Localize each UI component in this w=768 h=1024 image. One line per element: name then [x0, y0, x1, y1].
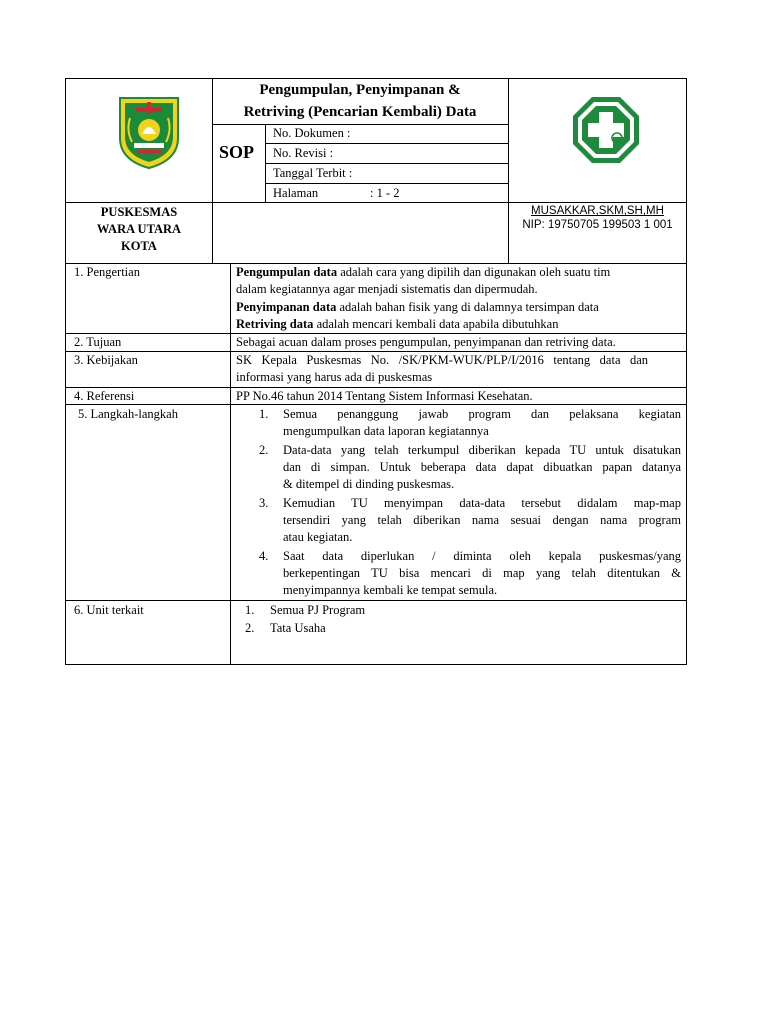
meta-line-2 [265, 163, 508, 164]
border-right [686, 78, 687, 665]
langkah-3-number: 3. [259, 496, 269, 510]
section-label-pengertian: 1. Pengertian [74, 265, 140, 279]
header-divider-right [508, 78, 509, 264]
langkah-2-number: 2. [259, 443, 269, 457]
regional-emblem-icon [116, 94, 182, 170]
langkah-2-line-1: Data-data yang telah terkumpul diberikan kepada TU untuk disatukan [283, 443, 681, 457]
term-retriving-data: Retriving data [236, 317, 314, 331]
halaman-label: Halaman [273, 186, 319, 200]
org-name-line-3: KOTA [121, 239, 157, 253]
pengertian-line-4 [236, 316, 558, 333]
langkah-1-line-1: Semua penanggung jawab program dan pelaksana kegiatan [283, 407, 681, 421]
border-left [65, 78, 66, 665]
referensi-text: PP No.46 tahun 2014 Tentang Sistem Informasi Kesehatan. [236, 389, 533, 403]
org-name-line-2: WARA UTARA [96, 222, 182, 236]
border-bottom [65, 664, 687, 665]
langkah-4-line-3: menyimpannya kembali ke tempat semula. [283, 583, 498, 597]
unit-2-number: 2. [245, 621, 255, 635]
document-title-line-1: Pengumpulan, Penyimpanan & [259, 82, 461, 98]
row-line-5 [65, 600, 687, 601]
sop-label: SOP [219, 142, 255, 162]
pengertian-line-1 [236, 264, 610, 281]
meta-line-1 [265, 143, 508, 144]
section-label-kebijakan: 3. Kebijakan [74, 353, 138, 367]
org-name-line-1: PUSKESMAS [100, 205, 178, 219]
no-revisi-label: No. Revisi : [273, 146, 334, 160]
signatory-nip: NIP: 19750705 199503 1 001 [522, 219, 673, 231]
kebijakan-line-2: informasi yang harus ada di puskesmas [236, 370, 433, 384]
meta-line-3 [265, 183, 508, 184]
pengertian-line-3 [236, 299, 599, 316]
langkah-3-line-1: Kemudian TU menyimpan data-data tersebut didalam map-map [283, 496, 681, 510]
definition-pengumpulan-a: adalah cara yang dipilih dan digunakan oleh suatu tim [337, 265, 611, 279]
header-bottom-line [65, 202, 687, 203]
no-dokumen-label: No. Dokumen : [273, 126, 351, 140]
langkah-4-line-1: Saat data diperlukan / diminta oleh kepala puskesmas/yang [283, 549, 681, 563]
signatory-name: MUSAKKAR,SKM,SH,MH [531, 205, 664, 217]
langkah-2-line-3: & ditempel di dinding puskesmas. [283, 477, 455, 491]
tanggal-terbit-label: Tanggal Terbit : [273, 166, 353, 180]
section-label-referensi: 4. Referensi [74, 389, 135, 403]
tujuan-text: Sebagai acuan dalam proses pengumpulan, penyimpanan dan retriving data. [236, 335, 616, 349]
pengertian-line-2: dalam kegiatannya agar menjadi sistematis dan dipermudah. [236, 282, 538, 296]
body-column-divider [230, 263, 231, 665]
langkah-3-line-2: tersendiri yang telah diberikan nama sesuai dengan nama program [283, 513, 681, 527]
langkah-4-line-2: berkepentingan TU bisa mencari di map yang telah ditentukan & [283, 566, 681, 580]
term-pengumpulan-data: Pengumpulan data [236, 265, 338, 279]
langkah-3-line-3: atau kegiatan. [283, 530, 353, 544]
langkah-1-line-2: mengumpulkan data laporan kegiatannya [283, 424, 489, 438]
unit-1-number: 1. [245, 603, 255, 617]
definition-penyimpanan: adalah bahan fisik yang di dalamnya tersimpan data [336, 300, 599, 314]
definition-retriving: adalah mencari kembali data apabila dibutuhkan [313, 317, 559, 331]
document-title-line-2: Retriving (Pencarian Kembali) Data [243, 104, 477, 120]
langkah-4-number: 4. [259, 549, 269, 563]
kebijakan-line-1: SK Kepala Puskesmas No. /SK/PKM-WUK/PLP/I/2016 tentang data dan [236, 353, 649, 367]
term-penyimpanan-data: Penyimpanan data [236, 300, 337, 314]
langkah-1-number: 1. [259, 407, 269, 421]
section-label-tujuan: 2. Tujuan [74, 335, 122, 349]
section-label-langkah: 5. Langkah-langkah [78, 407, 178, 421]
section-label-unit-terkait: 6. Unit terkait [74, 603, 144, 617]
unit-2-text: Tata Usaha [270, 621, 326, 635]
health-cross-logo-icon [571, 95, 641, 165]
unit-1-text: Semua PJ Program [270, 603, 366, 617]
langkah-2-line-2: dan di simpan. Untuk beberapa data dapat dibuatkan papan datanya [283, 460, 681, 474]
title-bottom-line [212, 124, 508, 125]
halaman-value: : 1 - 2 [370, 186, 400, 200]
